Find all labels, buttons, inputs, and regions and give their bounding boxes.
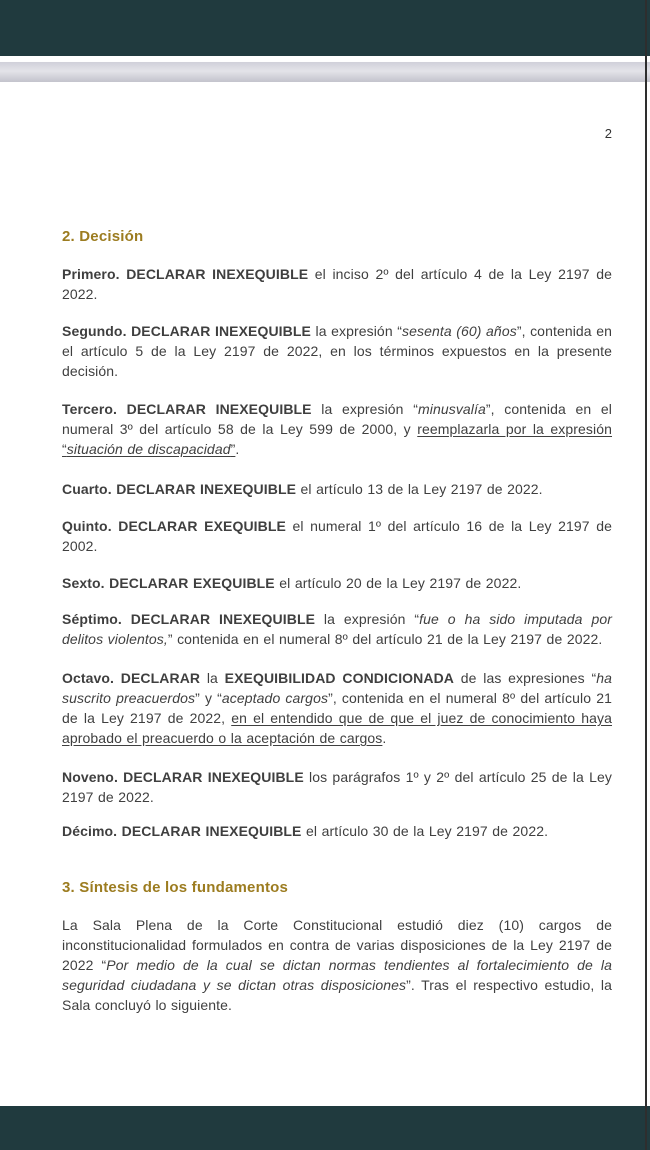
text-run: ” y “ xyxy=(195,690,222,706)
text-run: la expresión “ xyxy=(310,323,402,339)
text-run: Séptimo. DECLARAR INEXEQUIBLE xyxy=(62,611,316,627)
text-run: Octavo. DECLARAR xyxy=(62,670,201,686)
paragraph-sintesis xyxy=(62,915,612,1015)
text-run: de las expresiones “ xyxy=(454,670,597,686)
text-run: la xyxy=(200,670,225,686)
paragraph-tercero xyxy=(62,399,612,459)
text-run: Noveno. DECLARAR INEXEQUIBLE xyxy=(62,769,304,785)
paragraph-noveno xyxy=(62,767,612,807)
text-run: Tercero. DECLARAR INEXEQUIBLE xyxy=(62,401,312,417)
text-run: el inciso 2º del artículo 4 de la Ley 2197 de 2022. xyxy=(62,266,612,302)
text-run: reemplazarla por la expresión “ xyxy=(62,421,613,457)
text-run: la expresión “ xyxy=(315,611,420,627)
text-run: ”, contenida en el artículo 5 de la Ley 2197 de 2022, en los términos expuestos en la presente decisión. xyxy=(62,323,612,379)
text-run: el artículo 13 de la Ley 2197 de 2022. xyxy=(296,481,543,497)
text-run: los parágrafos 1º y 2º del artículo 25 de la Ley 2197 de 2022. xyxy=(62,769,612,805)
text-run: sesenta (60) años xyxy=(401,323,517,339)
paragraph-octavo xyxy=(62,668,612,748)
text-run: . xyxy=(382,730,387,746)
text-run: aceptado cargos xyxy=(221,690,329,706)
page-separator xyxy=(0,62,650,82)
paragraph-cuarto xyxy=(62,479,612,499)
text-run: Quinto. DECLARAR EXEQUIBLE xyxy=(62,518,286,534)
page-edge-line xyxy=(645,0,647,1150)
text-run: Cuarto. DECLARAR INEXEQUIBLE xyxy=(62,481,297,497)
text-run: Segundo. DECLARAR INEXEQUIBLE xyxy=(62,323,311,339)
top-app-bar xyxy=(0,0,650,56)
text-run: ”, contenida en el numeral 8º del artículo 21 de la Ley 2197 de 2022, xyxy=(62,690,612,726)
text-run: el numeral 1º del artículo 16 de la Ley 2197 de 2002. xyxy=(62,518,612,554)
paragraph-septimo xyxy=(62,609,612,649)
text-run: ”, contenida en el numeral 3º del artículo 58 de la Ley 599 de 2000, y xyxy=(62,401,613,437)
text-run: la expresión “ xyxy=(311,401,418,417)
document-page xyxy=(0,82,650,1150)
text-run: ”. Tras el respectivo estudio, la Sala concluyó lo siguiente. xyxy=(62,977,612,1013)
text-run: EXEQUIBILIDAD CONDICIONADA xyxy=(224,670,455,686)
bottom-app-bar xyxy=(0,1106,650,1150)
text-run: ” xyxy=(230,441,236,457)
paragraph-quinto xyxy=(62,516,612,556)
text-run: minusvalía xyxy=(417,401,486,417)
paragraph-segundo xyxy=(62,321,612,381)
paragraph-decimo xyxy=(62,821,612,841)
text-run: Primero. DECLARAR INEXEQUIBLE xyxy=(62,266,309,282)
paragraph-primero xyxy=(62,264,612,304)
section-heading-decision: 2. Decisión xyxy=(62,228,144,245)
text-run: ” contenida en el numeral 8º del artículo 21 de la Ley 2197 de 2022. xyxy=(167,631,603,647)
text-run: Sexto. DECLARAR EXEQUIBLE xyxy=(62,575,275,591)
text-run: La Sala Plena de la Corte Constitucional estudió diez (10) cargos de inconstitucionalidad formulados en contra de varias disposiciones de la Ley 2197 de 2022 “ xyxy=(62,917,612,973)
text-run: fue o ha sido imputada por delitos violentos, xyxy=(62,611,612,647)
paragraph-sexto xyxy=(62,573,612,593)
text-run: el artículo 20 de la Ley 2197 de 2022. xyxy=(274,575,522,591)
section-heading-sintesis: 3. Síntesis de los fundamentos xyxy=(62,879,289,896)
text-run: situación de discapacidad xyxy=(66,441,231,457)
text-run: el artículo 30 de la Ley 2197 de 2022. xyxy=(301,823,549,839)
text-run: ha suscrito preacuerdos xyxy=(62,670,612,706)
page-number: 2 xyxy=(604,126,612,141)
text-run: en el entendido que de que el juez de conocimiento haya aprobado el preacuerdo o la aceptación de cargos xyxy=(62,710,613,746)
text-run: Décimo. DECLARAR INEXEQUIBLE xyxy=(62,823,302,839)
text-run: Por medio de la cual se dictan normas tendientes al fortalecimiento de la seguridad ciudadana y se dictan otras disposiciones xyxy=(62,957,613,993)
text-run: . xyxy=(235,441,240,457)
